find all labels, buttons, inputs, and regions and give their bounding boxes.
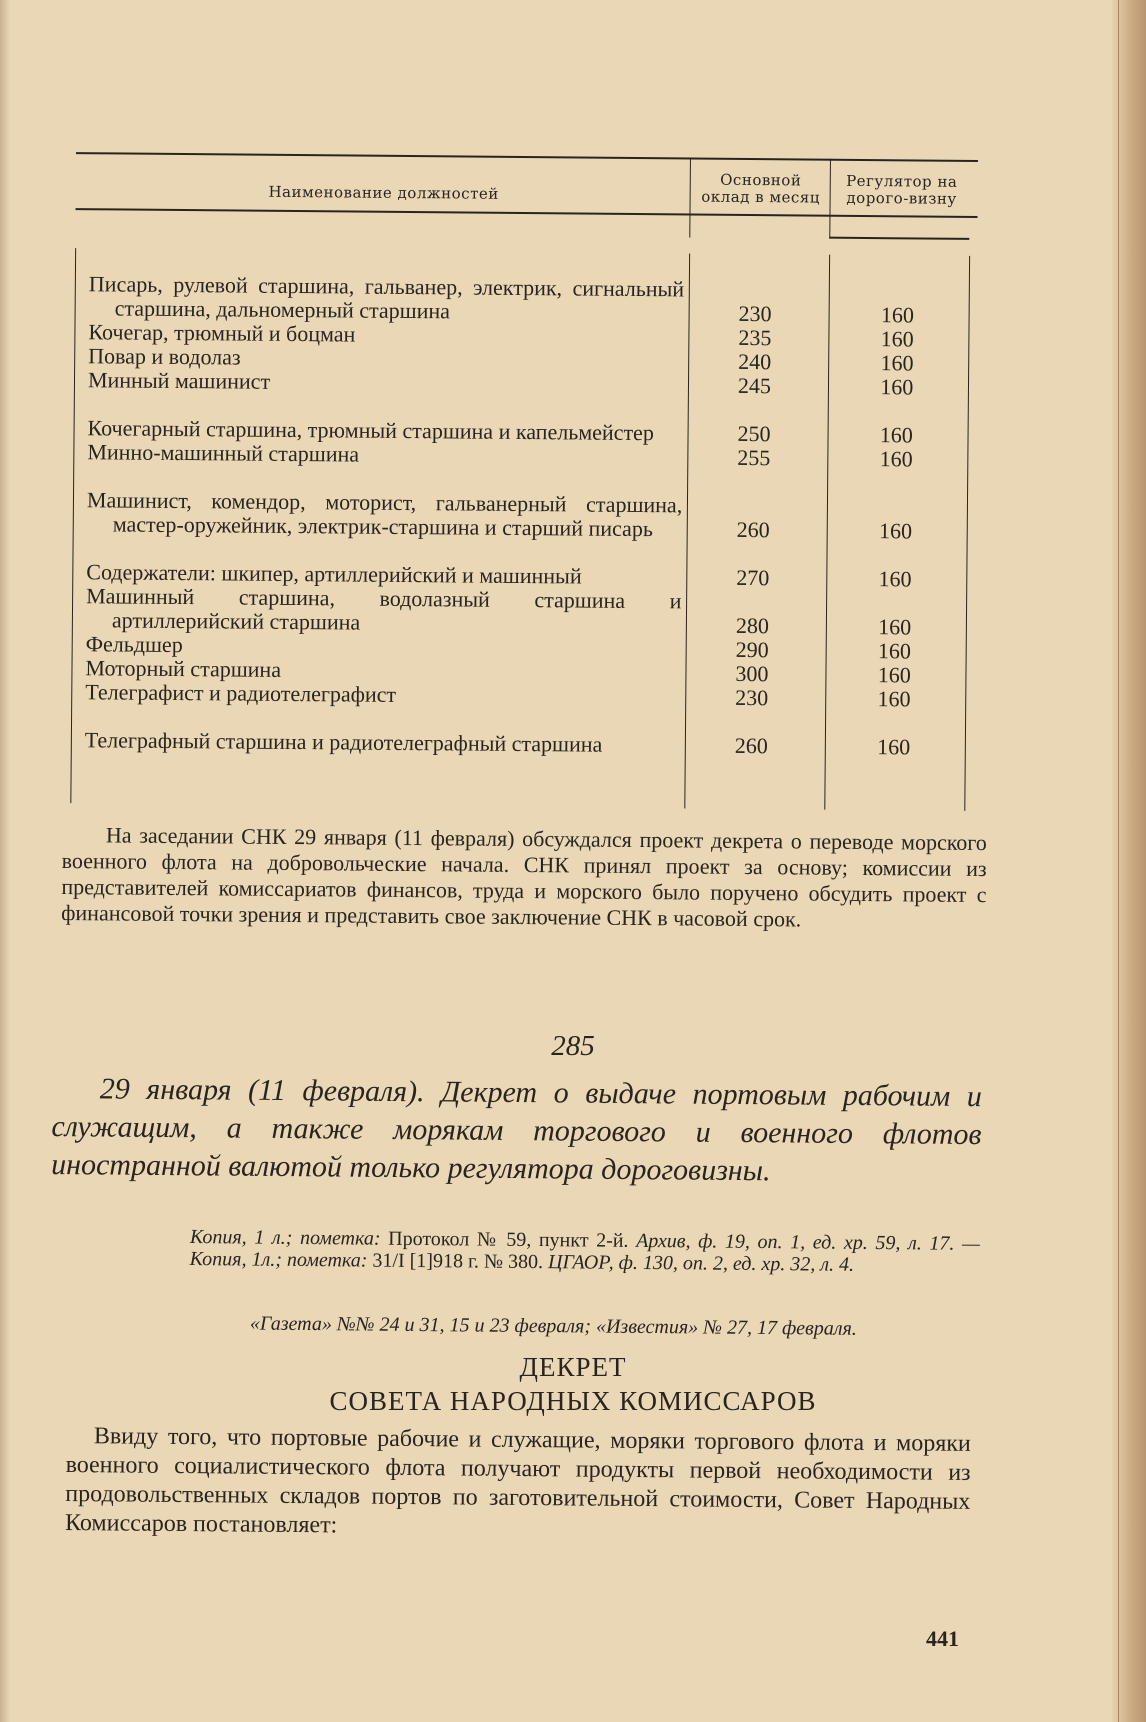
document-number: 285: [551, 1030, 595, 1062]
header-divider-1: [689, 157, 691, 237]
row-position: Телеграфист и радиотелеграфист: [85, 679, 397, 707]
meeting-paragraph-text: На заседании СНК 29 января (11 февраля) обсуждался проект декрета о переводе морского военного флота на добровольческие начала. СНК принял проект за основу; комиссии из представителей комиссариатов финансов, труда и морского было поручено обсудить проект с финансовой точки зрения и представить свое заключение СНК в часовой срок.: [61, 822, 987, 932]
decree-heading: ДЕКРЕТ: [519, 1352, 627, 1382]
book-spine-edge: [1112, 0, 1146, 1722]
document-title-text: 29 января (11 февраля). Декрет о выдаче портовым рабочим и служащим, а также морякам торгового и военного флотов иностранной валютой только регулятора дороговизны.: [51, 1072, 982, 1188]
row-salary: 300: [735, 660, 769, 687]
row-regulator: 160: [880, 350, 914, 376]
row-position: Кочегар, трюмный и боцман: [88, 319, 356, 347]
row-salary: 235: [738, 324, 772, 351]
row-regulator: 160: [879, 422, 913, 448]
publication-text: «Газета» №№ 24 и 31, 15 и 23 февраля; «Известия» № 27, 17 февраля.: [249, 1312, 857, 1340]
salary-table: [58, 152, 994, 815]
row-position: Минно-машинный старшина: [87, 439, 360, 467]
row-regulator: 160: [879, 446, 913, 472]
header-regulator: Регулятор на дорого-визну: [846, 171, 958, 208]
row-salary: 245: [737, 372, 772, 399]
row-salary: 270: [736, 564, 770, 591]
row-position: Кочегарный старшина, трюмный старшина и капельмейстер: [87, 415, 655, 446]
source-copy-note: Копия, 1 л.; пометка:: [189, 1226, 381, 1250]
row-salary: 240: [738, 348, 772, 375]
row-salary: 250: [737, 420, 771, 447]
decree-body: [65, 1422, 971, 1546]
source-cgaor: ЦГАОР, ф. 130, оп. 2, ед. хр. 32, л. 4.: [547, 1251, 855, 1276]
row-salary: 260: [734, 732, 768, 759]
row-regulator: 160: [880, 326, 914, 352]
row-regulator: 160: [880, 302, 915, 328]
row-regulator: 160: [878, 566, 912, 592]
page-edge-left: [0, 0, 10, 1722]
table-row: [87, 464, 968, 544]
row-regulator: 160: [878, 614, 912, 640]
row-salary: 230: [738, 300, 772, 327]
row-position: Писарь, рулевой старшина, гальванер, электрик, сигнальный старшина, дальномерный старшина: [88, 271, 685, 324]
decree-body-text: Ввиду того, что портовые рабочие и служащие, моряки торгового флота и моряки военного социалистического флота получают продукты первой необходимости из продовольственных складов портов по заготовительной стоимости, Совет Народных Комиссаров постановляет:: [65, 1423, 971, 1539]
row-position: Машинный старшина, водолазный старшина и артиллерийский старшина: [86, 583, 682, 635]
archive-source: [190, 1226, 980, 1279]
row-regulator: 160: [877, 638, 912, 664]
row-salary: 230: [735, 684, 769, 711]
row-salary: 260: [736, 516, 770, 543]
document-title: [51, 1070, 982, 1192]
header-position: Наименование должностей: [268, 182, 499, 203]
row-position: Минный машинист: [87, 367, 271, 394]
header-salary: Основной оклад в месяц: [701, 170, 821, 207]
row-salary: 255: [737, 444, 771, 471]
row-position: Моторный старшина: [85, 655, 282, 682]
publication-source: [192, 1312, 982, 1343]
table-top-rule: [76, 152, 978, 162]
row-position: Содержатели: шкипер, артиллерийский и машинный: [86, 559, 582, 589]
table-row: [86, 584, 966, 640]
row-salary: 280: [735, 612, 769, 639]
row-regulator: 160: [878, 518, 913, 544]
row-position: Машинист, комендор, моторист, гальванерный старшина, мастер-оружейник, электрик-старшина и старший писарь: [86, 487, 683, 542]
page-number: 441: [926, 1626, 959, 1651]
decree-subheading: СОВЕТА НАРОДНЫХ КОМИССАРОВ: [329, 1386, 817, 1416]
header-divider-2: [829, 159, 831, 239]
row-regulator: 160: [877, 734, 911, 760]
row-position: Повар и водолаз: [88, 343, 241, 370]
table-body: [85, 248, 969, 760]
column-rule-left: [70, 248, 76, 803]
row-position: Фельдшер: [85, 631, 183, 658]
row-regulator: 160: [880, 374, 914, 400]
row-regulator: 160: [877, 662, 911, 688]
table-header-rule: [75, 208, 977, 218]
source-protocol: Протокол № 59, пункт 2-й.: [388, 1227, 629, 1252]
meeting-paragraph: [61, 822, 987, 934]
table-row: [89, 248, 970, 328]
source-archive: Архив, ф. 19, оп. 1, ед. хр. 59, л. 17. — Копия, 1л.; пометка:: [189, 1229, 980, 1272]
header-divider-3: [829, 237, 969, 240]
source-date-number: 31/I [1]918 г. № 380.: [372, 1249, 544, 1274]
row-salary: 290: [735, 636, 769, 663]
table-row: [85, 704, 965, 760]
row-regulator: 160: [877, 686, 911, 712]
row-position: Телеграфный старшина и радиотелеграфный старшина: [84, 727, 603, 757]
